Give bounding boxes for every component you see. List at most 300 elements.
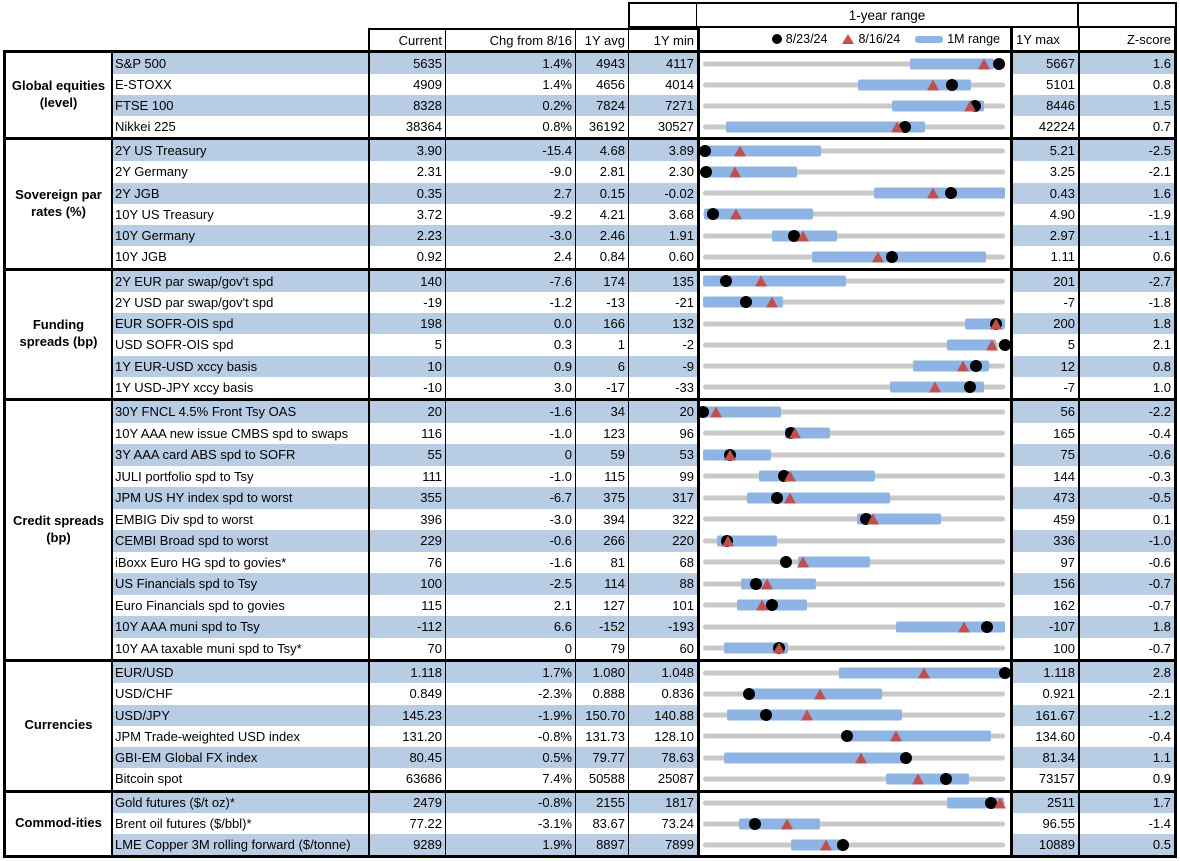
prior-triangle-marker	[918, 667, 930, 678]
range-chart	[697, 271, 1013, 292]
cell-z-score: 0.1	[1078, 509, 1177, 531]
row-label: USD/JPY	[113, 705, 368, 726]
cell-1y-avg: 79.77	[575, 747, 628, 768]
cell-1y-avg: 4943	[575, 53, 628, 74]
range-chart	[697, 683, 1013, 704]
current-dot-marker	[766, 599, 778, 611]
row-label: GBI-EM Global FX index	[113, 747, 368, 768]
cell-1y-max: 1.11	[1013, 246, 1078, 267]
range-chart-legend	[697, 28, 1013, 50]
row-label: Nikkei 225	[113, 116, 368, 137]
cell-chg: -1.6	[445, 401, 575, 423]
cell-1y-avg: 4656	[575, 74, 628, 95]
cell-1y-min: 101	[628, 595, 697, 617]
cell-current: 5	[368, 334, 445, 355]
column-header-1y-max: 1Y max	[1016, 31, 1060, 47]
prior-triangle-marker	[761, 578, 773, 589]
group-label: Commod-ities	[3, 793, 113, 856]
cell-current: 10	[368, 356, 445, 377]
cell-1y-min: 25087	[628, 768, 697, 789]
table-row	[113, 423, 1177, 445]
table-row	[113, 747, 1177, 768]
cell-current: 9289	[368, 834, 445, 855]
1m-range-bar	[747, 492, 890, 503]
1m-range-bar	[874, 188, 1005, 199]
current-dot-marker	[945, 187, 957, 199]
row-label: 2Y EUR par swap/gov't spd	[113, 271, 368, 292]
range-chart	[697, 423, 1013, 445]
cell-1y-avg: 79	[575, 638, 628, 660]
cell-1y-max: 459	[1013, 509, 1078, 531]
prior-triangle-marker	[801, 710, 813, 721]
section-rows	[113, 140, 1177, 268]
cell-current: 3.72	[368, 204, 445, 225]
row-label: 10Y AAA new issue CMBS spd to swaps	[113, 423, 368, 445]
cell-z-score: -1.8	[1078, 292, 1177, 313]
cell-1y-max: 10889	[1013, 834, 1078, 855]
current-dot-marker	[743, 688, 755, 700]
section-funding-spreads-bp-	[3, 268, 1177, 399]
cell-1y-max: 81.34	[1013, 747, 1078, 768]
cell-current: 63686	[368, 768, 445, 789]
cell-z-score: -0.4	[1078, 726, 1177, 747]
cell-1y-min: 0.836	[628, 683, 697, 704]
cell-current: -112	[368, 616, 445, 638]
row-label: 10Y Germany	[113, 225, 368, 246]
range-chart	[697, 401, 1013, 423]
cell-1y-max: -7	[1013, 292, 1078, 313]
section-commod-ities	[3, 790, 1177, 856]
prior-triangle-marker	[797, 230, 809, 241]
row-label: JPM US HY index spd to worst	[113, 487, 368, 509]
cell-chg: -15.4	[445, 140, 575, 161]
cell-chg: -0.8%	[445, 793, 575, 814]
range-chart	[697, 246, 1013, 267]
table-row	[113, 616, 1177, 638]
cell-chg: -0.8%	[445, 726, 575, 747]
current-dot-marker	[981, 621, 993, 633]
table-row	[113, 509, 1177, 531]
row-label: 3Y AAA card ABS spd to SOFR	[113, 444, 368, 466]
range-chart	[697, 487, 1013, 509]
cell-1y-max: 156	[1013, 573, 1078, 595]
table-row	[113, 726, 1177, 747]
group-label: Global equities (level)	[3, 53, 113, 137]
table-row	[113, 834, 1177, 855]
row-label: EMBIG Div spd to worst	[113, 509, 368, 531]
current-dot-marker	[707, 208, 719, 220]
current-dot-marker	[699, 145, 711, 157]
cell-1y-avg: 123	[575, 423, 628, 445]
cell-1y-min: 140.88	[628, 705, 697, 726]
prior-triangle-marker	[756, 600, 768, 611]
prior-triangle-marker	[964, 100, 976, 111]
section-sovereign-par-rates-	[3, 137, 1177, 268]
table-row	[113, 487, 1177, 509]
cell-current: 115	[368, 595, 445, 617]
range-chart	[697, 334, 1013, 355]
table-row	[113, 53, 1177, 74]
cell-1y-avg: 131.73	[575, 726, 628, 747]
prior-triangle-marker	[912, 773, 924, 784]
cell-1y-avg: 0.888	[575, 683, 628, 704]
cell-z-score: -0.6	[1078, 444, 1177, 466]
cell-1y-max: 336	[1013, 530, 1078, 552]
table-row	[113, 204, 1177, 225]
cell-z-score: -0.7	[1078, 573, 1177, 595]
table-row	[113, 74, 1177, 95]
legend-range-bar-icon	[915, 36, 943, 43]
1m-range-bar	[703, 145, 821, 156]
1m-range-bar	[844, 731, 991, 742]
table-row	[113, 552, 1177, 574]
group-label: Funding spreads (bp)	[3, 271, 113, 399]
cell-z-score: -1.1	[1078, 225, 1177, 246]
prior-triangle-marker	[820, 839, 832, 850]
cell-z-score: 1.1	[1078, 747, 1177, 768]
cell-chg: -1.2	[445, 292, 575, 313]
legend-dot-icon	[772, 34, 782, 44]
cell-chg: -1.9%	[445, 705, 575, 726]
cell-1y-max: 0.921	[1013, 683, 1078, 704]
cell-chg: 1.4%	[445, 53, 575, 74]
cell-chg: 2.7	[445, 183, 575, 204]
current-dot-marker	[700, 166, 712, 178]
section-currencies	[3, 659, 1177, 790]
range-chart	[697, 573, 1013, 595]
prior-triangle-marker	[773, 643, 785, 654]
range-chart	[697, 834, 1013, 855]
range-chart	[697, 638, 1013, 660]
cell-z-score: 2.8	[1078, 662, 1177, 683]
cell-1y-min: 128.10	[628, 726, 697, 747]
row-label: JPM Trade-weighted USD index	[113, 726, 368, 747]
cell-1y-avg: -17	[575, 377, 628, 398]
section-rows	[113, 793, 1177, 856]
column-header-chg: Chg from 8/16	[445, 28, 575, 50]
cell-1y-min: 135	[628, 271, 697, 292]
cell-z-score: 0.5	[1078, 834, 1177, 855]
current-dot-marker	[964, 381, 976, 393]
cell-chg: -3.0	[445, 225, 575, 246]
cell-1y-avg: 174	[575, 271, 628, 292]
cell-1y-max: 96.55	[1013, 813, 1078, 834]
range-chart	[697, 313, 1013, 334]
cell-z-score: 1.0	[1078, 377, 1177, 398]
cell-1y-min: -21	[628, 292, 697, 313]
cell-1y-max: 2.97	[1013, 225, 1078, 246]
prior-triangle-marker	[990, 318, 1002, 329]
legend-triangle-icon	[842, 34, 854, 44]
row-label: Gold futures ($/t oz)*	[113, 793, 368, 814]
legend-dot-label: 8/23/24	[785, 32, 828, 46]
cell-current: 3.90	[368, 140, 445, 161]
cell-z-score: 0.6	[1078, 246, 1177, 267]
row-label: US Financials spd to Tsy	[113, 573, 368, 595]
table-body	[3, 50, 1177, 858]
table-row	[113, 292, 1177, 313]
prior-triangle-marker	[755, 276, 767, 287]
cell-current: 80.45	[368, 747, 445, 768]
cell-z-score: -2.5	[1078, 140, 1177, 161]
cell-1y-max: 2511	[1013, 793, 1078, 814]
range-chart	[697, 74, 1013, 95]
cell-current: -19	[368, 292, 445, 313]
prior-triangle-marker	[890, 731, 902, 742]
range-chart	[697, 616, 1013, 638]
table-row	[113, 705, 1177, 726]
cell-1y-max: 473	[1013, 487, 1078, 509]
cell-z-score: 1.6	[1078, 183, 1177, 204]
section-rows	[113, 401, 1177, 659]
table-row	[113, 466, 1177, 488]
cell-chg: 2.4	[445, 246, 575, 267]
cell-1y-avg: 50588	[575, 768, 628, 789]
cell-1y-avg: 2.81	[575, 161, 628, 182]
cell-current: 55	[368, 444, 445, 466]
current-dot-marker	[780, 556, 792, 568]
table-row	[113, 246, 1177, 267]
cell-1y-min: 0.60	[628, 246, 697, 267]
cell-chg: -3.1%	[445, 813, 575, 834]
table-row	[113, 530, 1177, 552]
1m-range-bar	[727, 710, 903, 721]
prior-triangle-marker	[958, 621, 970, 632]
row-label: iBoxx Euro HG spd to govies*	[113, 552, 368, 574]
cell-1y-min: 7899	[628, 834, 697, 855]
cell-z-score: -1.9	[1078, 204, 1177, 225]
cell-1y-min: -0.02	[628, 183, 697, 204]
cell-1y-avg: 4.21	[575, 204, 628, 225]
1m-range-bar	[791, 839, 841, 850]
cell-current: 116	[368, 423, 445, 445]
row-label: EUR SOFR-OIS spd	[113, 313, 368, 334]
cell-1y-avg: -152	[575, 616, 628, 638]
group-label: Sovereign par rates (%)	[3, 140, 113, 268]
cell-chg: -1.0	[445, 466, 575, 488]
cell-1y-max: 42224	[1013, 116, 1078, 137]
1m-range-bar	[704, 209, 813, 220]
1m-range-bar	[759, 471, 875, 482]
cell-z-score: -1.2	[1078, 705, 1177, 726]
row-label: 1Y USD-JPY xccy basis	[113, 377, 368, 398]
cell-chg: 0.0	[445, 313, 575, 334]
cell-1y-max: 0.43	[1013, 183, 1078, 204]
row-label: LME Copper 3M rolling forward ($/tonne)	[113, 834, 368, 855]
cell-current: 76	[368, 552, 445, 574]
cell-1y-min: 88	[628, 573, 697, 595]
cell-1y-min: 78.63	[628, 747, 697, 768]
cell-chg: -3.0	[445, 509, 575, 531]
current-dot-marker	[720, 275, 732, 287]
cell-current: 70	[368, 638, 445, 660]
cell-1y-max: 100	[1013, 638, 1078, 660]
table-row	[113, 161, 1177, 182]
range-chart	[697, 466, 1013, 488]
cell-current: 0.92	[368, 246, 445, 267]
cell-current: 111	[368, 466, 445, 488]
range-chart	[697, 552, 1013, 574]
cell-chg: -6.7	[445, 487, 575, 509]
1m-range-bar	[703, 449, 771, 460]
cell-1y-min: 3.68	[628, 204, 697, 225]
current-dot-marker	[970, 360, 982, 372]
table-row	[113, 595, 1177, 617]
cell-chg: 2.1	[445, 595, 575, 617]
cell-1y-max: 161.67	[1013, 705, 1078, 726]
cell-1y-avg: 1.080	[575, 662, 628, 683]
cell-1y-min: 322	[628, 509, 697, 531]
table-row	[113, 183, 1177, 204]
cell-1y-max: 75	[1013, 444, 1078, 466]
cell-z-score: 0.8	[1078, 356, 1177, 377]
cell-current: 38364	[368, 116, 445, 137]
table-row	[113, 116, 1177, 137]
cell-1y-min: 53	[628, 444, 697, 466]
cell-1y-avg: 375	[575, 487, 628, 509]
cell-1y-avg: 83.67	[575, 813, 628, 834]
cell-current: 198	[368, 313, 445, 334]
prior-triangle-marker	[722, 535, 734, 546]
range-chart	[697, 530, 1013, 552]
current-dot-marker	[886, 251, 898, 263]
column-header-row	[368, 28, 1177, 50]
cell-chg: -9.2	[445, 204, 575, 225]
table-row	[113, 793, 1177, 814]
cell-z-score: 2.1	[1078, 334, 1177, 355]
table-row	[113, 444, 1177, 466]
cell-1y-avg: 150.70	[575, 705, 628, 726]
row-label: 10Y JGB	[113, 246, 368, 267]
current-dot-marker	[946, 79, 958, 91]
cell-1y-max: 73157	[1013, 768, 1078, 789]
cell-1y-min: -193	[628, 616, 697, 638]
range-chart	[697, 140, 1013, 161]
cell-1y-avg: 6	[575, 356, 628, 377]
cell-z-score: -0.6	[1078, 552, 1177, 574]
range-chart	[697, 292, 1013, 313]
cell-1y-min: 3.89	[628, 140, 697, 161]
cell-current: 2479	[368, 793, 445, 814]
cell-1y-max: 3.25	[1013, 161, 1078, 182]
cell-current: 145.23	[368, 705, 445, 726]
prior-triangle-marker	[781, 818, 793, 829]
1m-range-bar	[703, 166, 797, 177]
cell-chg: -0.6	[445, 530, 575, 552]
cell-1y-min: 2.30	[628, 161, 697, 182]
range-chart	[697, 444, 1013, 466]
cell-1y-avg: 0.15	[575, 183, 628, 204]
row-label: Euro Financials spd to govies	[113, 595, 368, 617]
cell-chg: 0	[445, 638, 575, 660]
cell-1y-max: 5	[1013, 334, 1078, 355]
row-label: 10Y AAA muni spd to Tsy	[113, 616, 368, 638]
current-dot-marker	[771, 492, 783, 504]
header-spacer-left	[630, 4, 697, 26]
prior-triangle-marker	[784, 471, 796, 482]
cell-1y-max: 12	[1013, 356, 1078, 377]
cell-z-score: -1.4	[1078, 813, 1177, 834]
current-dot-marker	[760, 709, 772, 721]
cell-1y-max: 1.118	[1013, 662, 1078, 683]
cell-current: 140	[368, 271, 445, 292]
cell-chg: 0.8%	[445, 116, 575, 137]
cell-chg: 0.2%	[445, 95, 575, 116]
range-header-title: 1-year range	[697, 4, 1079, 26]
cell-z-score: -2.2	[1078, 401, 1177, 423]
cell-current: 131.20	[368, 726, 445, 747]
row-label: 2Y USD par swap/gov't spd	[113, 292, 368, 313]
range-chart	[697, 204, 1013, 225]
cell-1y-min: 73.24	[628, 813, 697, 834]
prior-triangle-marker	[978, 58, 990, 69]
row-label: E-STOXX	[113, 74, 368, 95]
1m-range-bar	[886, 773, 968, 784]
cell-1y-min: 99	[628, 466, 697, 488]
cell-z-score: 1.6	[1078, 53, 1177, 74]
1m-range-bar	[812, 251, 987, 262]
table-row	[113, 334, 1177, 355]
range-chart	[697, 595, 1013, 617]
cell-current: 77.22	[368, 813, 445, 834]
row-label: 10Y US Treasury	[113, 204, 368, 225]
cell-1y-min: 1.91	[628, 225, 697, 246]
column-header-1y-avg: 1Y avg	[575, 28, 628, 50]
cell-chg: 1.7%	[445, 662, 575, 683]
cell-current: 229	[368, 530, 445, 552]
cell-1y-max: 134.60	[1013, 726, 1078, 747]
cell-1y-min: 4117	[628, 53, 697, 74]
cell-chg: -1.6	[445, 552, 575, 574]
cell-z-score: -0.7	[1078, 638, 1177, 660]
legend-item-prior-date	[842, 32, 900, 46]
section-global-equities-level-	[3, 50, 1177, 137]
cell-chg: 0.3	[445, 334, 575, 355]
cell-1y-avg: 59	[575, 444, 628, 466]
range-chart	[697, 813, 1013, 834]
cell-1y-max: 5667	[1013, 53, 1078, 74]
prior-triangle-marker	[927, 79, 939, 90]
table-row	[113, 271, 1177, 292]
cell-1y-max: 162	[1013, 595, 1078, 617]
prior-triangle-marker	[927, 188, 939, 199]
range-chart	[697, 377, 1013, 398]
range-chart	[697, 705, 1013, 726]
cell-1y-min: 132	[628, 313, 697, 334]
table-row	[113, 813, 1177, 834]
current-dot-marker	[999, 667, 1011, 679]
cell-chg: 0.5%	[445, 747, 575, 768]
cell-chg: -2.3%	[445, 683, 575, 704]
prior-triangle-marker	[986, 339, 998, 350]
range-track	[703, 842, 1005, 847]
row-label: USD/CHF	[113, 683, 368, 704]
current-dot-marker	[837, 839, 849, 851]
range-chart	[697, 726, 1013, 747]
range-track	[703, 321, 1005, 326]
cell-z-score: 1.7	[1078, 793, 1177, 814]
current-dot-marker	[940, 773, 952, 785]
row-label: 30Y FNCL 4.5% Front Tsy OAS	[113, 401, 368, 423]
cell-current: 2.31	[368, 161, 445, 182]
row-label: EUR/USD	[113, 662, 368, 683]
current-dot-marker	[900, 752, 912, 764]
range-chart	[697, 662, 1013, 683]
cell-1y-avg: 394	[575, 509, 628, 531]
group-label: Currencies	[3, 662, 113, 790]
cell-z-score: 0.8	[1078, 74, 1177, 95]
cell-1y-min: 317	[628, 487, 697, 509]
